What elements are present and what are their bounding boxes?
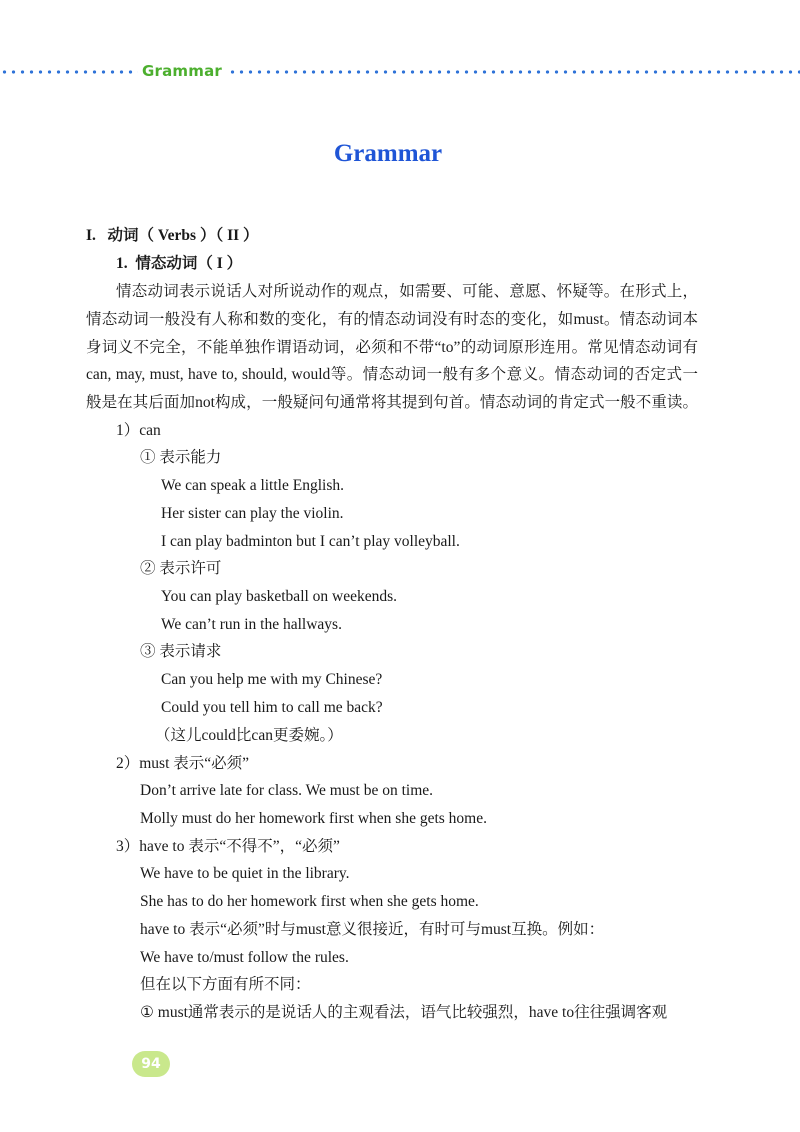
header-label: Grammar: [142, 62, 223, 80]
intro-line: can, may, must, have to, should, would等。情态动词一般有多个意义。情态动词的否定式一: [86, 366, 698, 384]
can-permission-label: ② 表示许可: [140, 560, 222, 577]
section-subheading: 1. 情态动词（ I ）: [116, 255, 243, 272]
can-request-note: （这儿could比can更委婉。）: [155, 727, 343, 744]
example-sentence: We have to/must follow the rules.: [140, 949, 349, 966]
example-sentence: Don’t arrive late for class. We must be on time.: [140, 782, 434, 799]
example-sentence: Could you tell him to call me back?: [161, 699, 383, 716]
can-ability-label: ① 表示能力: [140, 449, 222, 466]
intro-line: 身词义不完全，不能单独作谓语动词，必须和不带“to”的动词原形连用。常见情态动词有: [86, 338, 698, 356]
example-sentence: We can’t run in the hallways.: [161, 616, 342, 633]
example-sentence: Molly must do her homework first when she gets home.: [140, 810, 487, 827]
example-sentence: We have to be quiet in the library.: [140, 865, 350, 882]
intro-paragraph: [86, 278, 698, 417]
page-title: Grammar: [333, 140, 443, 167]
example-sentence: Her sister can play the violin.: [161, 505, 344, 522]
can-request-label: ③ 表示请求: [140, 643, 222, 660]
example-sentence: We can speak a little English.: [161, 477, 344, 494]
have-to-heading: 3）have to 表示“不得不”，“必须”: [116, 838, 340, 855]
intro-line: 般是在其后面加not构成，一般疑问句通常将其提到句首。情态动词的肯定式一般不重读。: [86, 394, 698, 412]
difference-intro: 但在以下方面有所不同：: [140, 976, 311, 993]
header-dots-right: [228, 70, 800, 74]
example-sentence: I can play badminton but I can’t play volleyball.: [161, 533, 460, 550]
example-sentence: You can play basketball on weekends.: [161, 588, 398, 605]
must-heading: 2）must 表示“必须”: [116, 755, 250, 772]
example-sentence: She has to do her homework first when she gets home.: [140, 893, 479, 910]
header-dots-left: [0, 70, 138, 74]
intro-line: 情态动词表示说话人对所说动作的观点，如需要、可能、意愿、怀疑等。在形式上，: [116, 283, 698, 300]
page-number: 94: [132, 1051, 170, 1077]
have-to-comparison: have to 表示“必须”时与must意义很接近，有时可与must互换。例如：: [140, 921, 605, 938]
example-sentence: Can you help me with my Chinese?: [161, 671, 383, 688]
can-heading: 1）can: [116, 422, 161, 439]
intro-line: 情态动词一般没有人称和数的变化，有的情态动词没有时态的变化，如must。情态动词本: [86, 310, 698, 328]
section-heading: I. 动词（ Verbs ）（ II ）: [86, 227, 259, 244]
difference-point: ① must通常表示的是说话人的主观看法，语气比较强烈，have to往往强调客观: [140, 1004, 668, 1021]
